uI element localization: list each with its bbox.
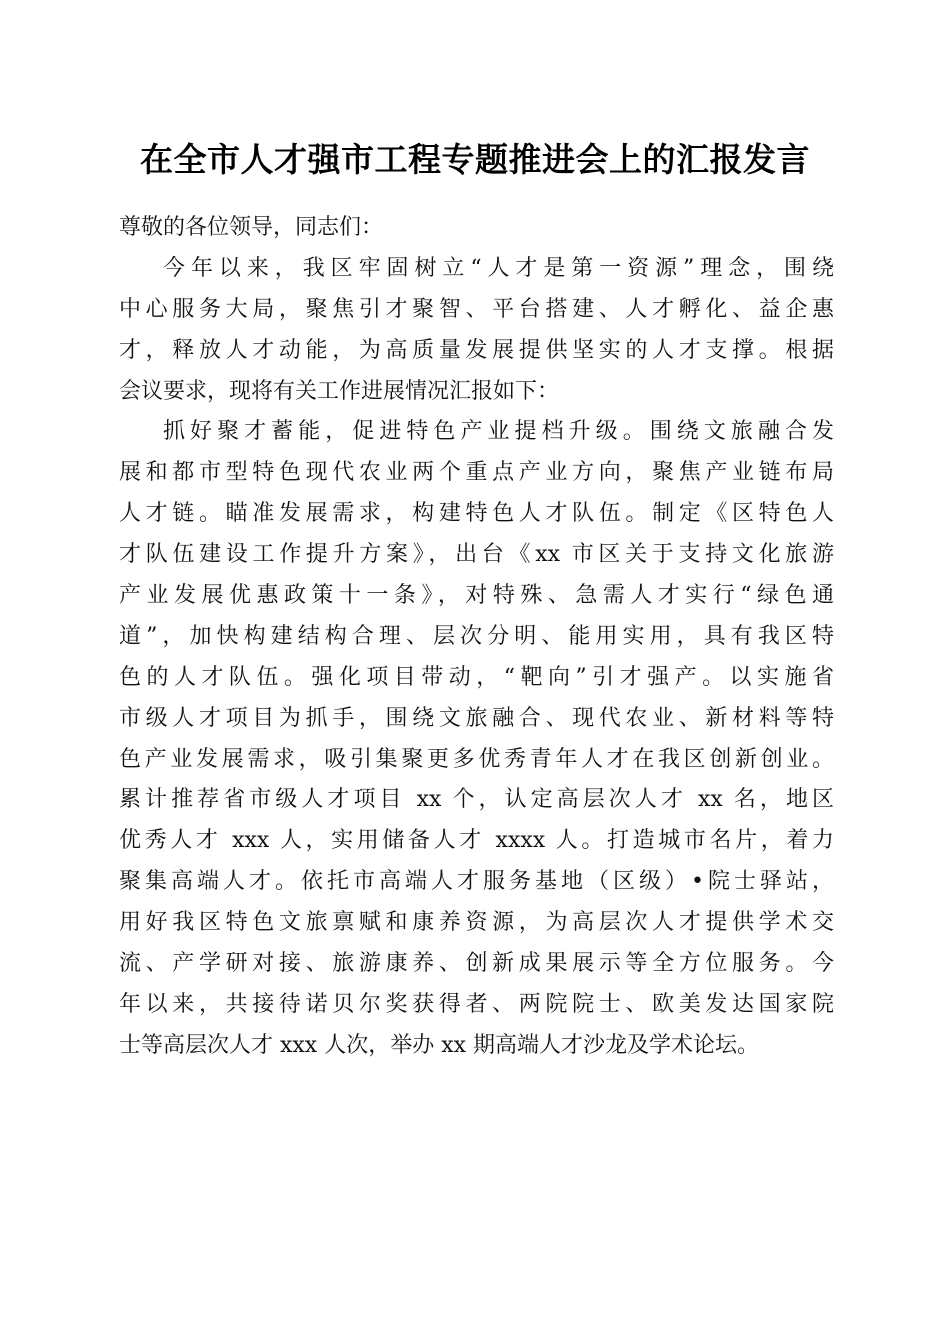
text-line: 中心服务大局，聚焦引才聚智、平台搭建、人才孵化、益企惠 (119, 296, 834, 322)
text-line: 抓好聚才蓄能，促进特色产业提档升级。围绕文旅融合发 (163, 419, 834, 445)
text-line: 人才链。瞄准发展需求，构建特色人才队伍。制定《区特色人 (119, 501, 834, 527)
text-line: 流、产学研对接、旅游康养、创新成果展示等全方位服务。今 (119, 951, 834, 977)
document-body (119, 208, 834, 1067)
text-line: 产业发展优惠政策十一条》，对特殊、急需人才实行“绿色通 (119, 583, 834, 609)
salutation-line: 尊敬的各位领导，同志们： (119, 215, 384, 240)
text-line: 优秀人才 xxx 人，实用储备人才 xxxx 人。打造城市名片，着力 (119, 828, 834, 854)
text-line: 今年以来，我区牢固树立“人才是第一资源”理念，围绕 (163, 255, 834, 281)
document-title: 在全市人才强市工程专题推进会上的汇报发言 (140, 140, 810, 179)
text-line: 士等高层次人才 xxx 人次，举办 xx 期高端人才沙龙及学术论坛。 (119, 1032, 760, 1058)
text-line: 年以来，共接待诺贝尔奖获得者、两院院士、欧美发达国家院 (119, 991, 834, 1017)
text-line: 累计推荐省市级人才项目 xx 个，认定高层次人才 xx 名，地区 (119, 787, 834, 813)
text-line: 用好我区特色文旅禀赋和康养资源，为高层次人才提供学术交 (119, 910, 834, 936)
text-line: 色的人才队伍。强化项目带动，“靶向”引才强产。以实施省 (119, 664, 834, 690)
text-line: 色产业发展需求，吸引集聚更多优秀青年人才在我区创新创业。 (119, 746, 834, 772)
text-line: 道”，加快构建结构合理、层次分明、能用实用，具有我区特 (119, 623, 834, 649)
text-line: 会议要求，现将有关工作进展情况汇报如下： (119, 378, 560, 404)
text-line: 市级人才项目为抓手，围绕文旅融合、现代农业、新材料等特 (119, 705, 834, 731)
text-line: 才，释放人才动能，为高质量发展提供坚实的人才支撑。根据 (119, 337, 834, 363)
text-line: 才队伍建设工作提升方案》，出台《xx 市区关于支持文化旅游 (119, 542, 834, 568)
text-line: 聚集高端人才。依托市高端人才服务基地（区级）•院士驿站， (119, 869, 834, 895)
text-line: 展和都市型特色现代农业两个重点产业方向，聚焦产业链布局 (119, 460, 834, 486)
